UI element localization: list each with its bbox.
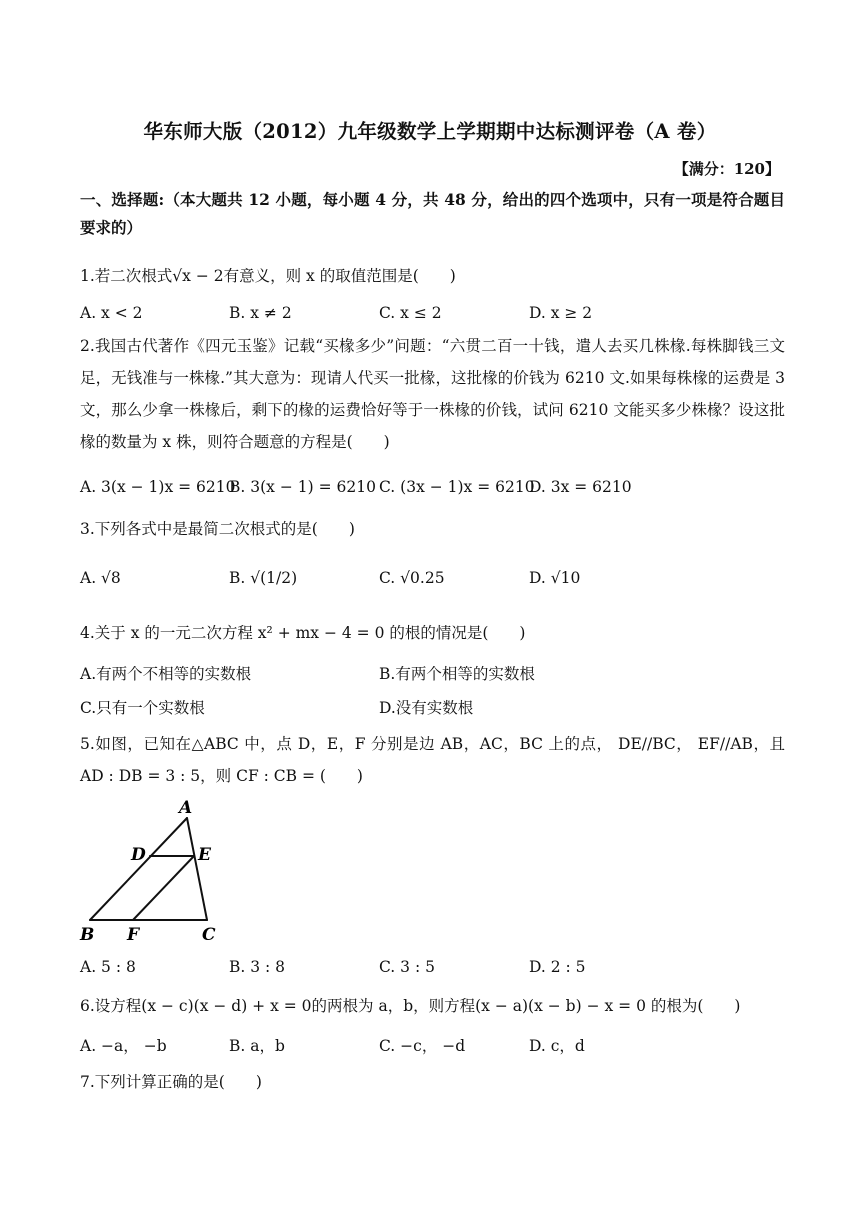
exam-title: 华东师大版（2012）九年级数学上学期期中达标测评卷（A 卷） xyxy=(143,120,717,143)
question-5-stem: 5.如图，已知在△ABC 中，点 D，E，F 分别是边 AB，AC，BC 上的点， DE//BC， EF//AB，且 AD : DB = 3 : 5，则 CF : CB = ( ) xyxy=(80,735,785,785)
question-3-option-c: C. √0.25 xyxy=(379,569,445,587)
question-5-option-d: D. 2 : 5 xyxy=(529,958,586,976)
question-4-option-a: A.有两个不相等的实数根 xyxy=(80,665,252,683)
question-7-stem: 7.下列计算正确的是( ) xyxy=(80,1073,262,1091)
side-ab xyxy=(90,818,187,920)
question-1-stem: 1.若二次根式√x − 2有意义，则 x 的取值范围是( ) xyxy=(80,267,456,285)
question-1-option-a: A. x < 2 xyxy=(80,304,143,322)
label-c: C xyxy=(202,925,216,945)
full-score-label: 【满分：120】 xyxy=(673,160,780,178)
question-1-option-d: D. x ≥ 2 xyxy=(529,304,593,322)
question-2-option-a: A. 3(x − 1)x = 6210 xyxy=(80,478,236,496)
question-3-option-b: B. √(1/2) xyxy=(229,569,298,587)
question-2-option-d: D. 3x = 6210 xyxy=(529,478,632,496)
question-6-option-d: D. c，d xyxy=(529,1037,585,1055)
triangle-figure xyxy=(76,798,236,946)
question-6-option-c: C. −c， −d xyxy=(379,1037,466,1055)
question-2-stem: 2.我国古代著作《四元玉鉴》记载“买椽多少”问题：“六贯二百一十钱，遣人去买几株椽.每株脚钱三文足，无钱准与一株椽.”其大意为：现请人代买一批椽，这批椽的价钱为 6210 文.如果每株椽的运费是 3 文，那么少拿一株椽后，剩下的椽的运费恰好等于一株椽的价钱，试问 6210 文能买多少株椽？设这批椽的数量为 x 株，则符合题意的方程是( ) xyxy=(80,337,785,451)
question-1-option-b: B. x ≠ 2 xyxy=(229,304,292,322)
question-6-option-b: B. a，b xyxy=(229,1037,285,1055)
side-ac xyxy=(187,818,207,920)
question-4-option-c: C.只有一个实数根 xyxy=(80,699,205,717)
label-e: E xyxy=(198,845,211,865)
question-5-option-b: B. 3 : 8 xyxy=(229,958,286,976)
question-1-option-c: C. x ≤ 2 xyxy=(379,304,442,322)
question-6-stem: 6.设方程(x − c)(x − d) + x = 0的两根为 a，b，则方程(x − a)(x − b) − x = 0 的根为( ) xyxy=(80,997,741,1015)
label-b: B xyxy=(80,925,95,945)
question-3-stem: 3.下列各式中是最简二次根式的是( ) xyxy=(80,520,355,538)
question-3-option-d: D. √10 xyxy=(529,569,581,587)
section-heading: 一、选择题:（本大题共 12 小题，每小题 4 分，共 48 分，给出的四个选项中，只有一项是符合题目要求的） xyxy=(80,190,785,237)
label-f: F xyxy=(127,925,140,945)
question-5-option-c: C. 3 : 5 xyxy=(379,958,435,976)
question-2-option-c: C. (3x − 1)x = 6210 xyxy=(379,478,535,496)
question-4-option-d: D.没有实数根 xyxy=(379,699,474,717)
question-2-option-b: B. 3(x − 1) = 6210 xyxy=(229,478,376,496)
question-4-stem: 4.关于 x 的一元二次方程 x² + mx − 4 = 0 的根的情况是( ) xyxy=(80,624,526,642)
question-3-option-a: A. √8 xyxy=(80,569,121,587)
question-5-option-a: A. 5 : 8 xyxy=(80,958,136,976)
question-4-option-b: B.有两个相等的实数根 xyxy=(379,665,535,683)
question-6-option-a: A. −a， −b xyxy=(80,1037,167,1055)
label-d: D xyxy=(131,845,146,865)
label-a: A xyxy=(179,798,193,818)
